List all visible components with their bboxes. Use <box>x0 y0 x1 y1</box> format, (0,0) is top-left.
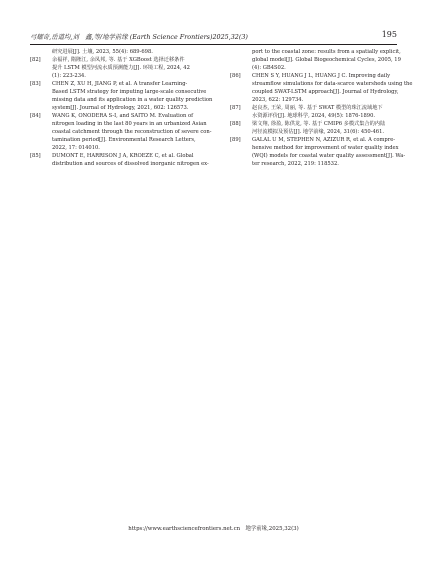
references-right-column <box>230 48 413 168</box>
reference-text-line: 水资源评价[J]. 地球科学, 2024, 49(5): 1876-1890. <box>252 113 376 119</box>
reference-text-line: (4): GB4S02. <box>252 65 286 71</box>
page-number: 195 <box>381 30 397 39</box>
reference-number: [85] <box>30 153 41 159</box>
reference-text-line: CHEN S Y, HUANG J L, HUANG J C. Improving daily <box>252 73 391 79</box>
reference-text-line: 梁文翔, 徐盈, 陈供龙, 等. 基于 CMIP6 多模式集合的内陆 <box>252 121 386 127</box>
reference-text-line: system[J]. Journal of Hydrology, 2021, 602: 126573. <box>52 105 189 111</box>
reference-item <box>30 56 204 80</box>
reference-number: [82] <box>30 57 41 63</box>
reference-item <box>30 152 209 168</box>
reference-text-line: distribution and sources of dissolved inorganic nitrogen ex- <box>52 161 209 167</box>
page-footer: https://www.earthsciencefrontiers.net.cn 地学前缘,2025,32(3) <box>128 526 299 532</box>
reference-text-line: (WQI) models for coastal water quality assessment[J]. Wa- <box>252 153 406 159</box>
reference-item <box>230 72 413 104</box>
reference-text-line: 余福祥, 隋隆江, 余凤邦, 等. 基于 XGBoost 选择迁移条件 <box>52 57 185 63</box>
reference-number: [87] <box>230 105 241 111</box>
reference-text-line: 研究进展[J]. 土壤, 2023, 55(4): 689-698. <box>52 49 153 55</box>
reference-number: [86] <box>230 73 241 79</box>
reference-item <box>30 48 204 56</box>
reference-item <box>230 120 404 136</box>
reference-text-line: CHEN Z, XU H, JIANG P, et al. A transfer Learning- <box>52 81 188 87</box>
reference-text-line: hensive method for improvement of water quality index <box>252 145 399 151</box>
reference-number: [83] <box>30 81 41 87</box>
reference-text-line: WANG K, ONODERA S-I, and SAITO M. Evaluation of <box>52 113 193 119</box>
header-rule <box>30 44 397 45</box>
reference-number: [88] <box>230 121 241 127</box>
reference-text-line: streamflow simulations for data-scarce watersheds using the <box>252 81 413 87</box>
reference-text-line: 2022, 17: 014010. <box>52 145 100 151</box>
references-left-column <box>30 48 213 168</box>
reference-item <box>230 104 404 120</box>
running-header <box>30 30 397 44</box>
reference-text-line: 提升 LSTM 模型河流水质预测能力[J]. 环境工程, 2024, 42 <box>52 65 190 71</box>
reference-text-line: 2023, 622: 129734. <box>252 97 304 103</box>
reference-text-line: coastal catchment through the reconstruction of severe con- <box>52 129 212 135</box>
reference-text-line: 河径流模拟及预估[J]. 地学前缘, 2024, 31(6): 450-461. <box>252 129 385 135</box>
reference-text-line: port to the coastal zone: results from a spatially explicit, <box>252 49 401 55</box>
reference-text-line: GALAL U M, STEPHEN N, AZIZUR R, et al. A compre- <box>252 137 396 143</box>
reference-text-line: tamination period[J]. Environmental Research Letters, <box>52 137 196 143</box>
reference-number: [84] <box>30 113 41 119</box>
reference-item <box>230 136 404 168</box>
reference-text-line: global model[J]. Global Biogeochemical Cycles, 2005, 19 <box>252 57 401 63</box>
reference-text-line: 赵良杰, 王荣, 周丽, 等. 基于 SWAT 模型的珠江流域地下 <box>252 105 383 111</box>
reference-text-line: nitrogen loading in the last 80 years in an urbanized Asian <box>52 121 207 127</box>
running-title: 弓耀奇,岳道均,刘 鑫,等/地学前缘 (Earth Science Frontiers)2025,32(3) <box>30 33 248 41</box>
reference-text-line: ter research, 2022, 219: 118532. <box>252 161 339 167</box>
reference-text-line: Based LSTM strategy for imputing large-scale consecutive <box>52 89 207 95</box>
reference-text-line: coupled SWAT-LSTM approach[J]. Journal of Hydrology, <box>252 89 399 95</box>
reference-item <box>230 48 404 72</box>
reference-text-line: DUMONT E, HARRISON J A, KROEZE C, et al. Global <box>52 153 194 159</box>
reference-item <box>30 112 212 152</box>
reference-text-line: (1): 223-234. <box>52 73 86 79</box>
reference-text-line: missing data and its application in a water quality prediction <box>52 97 213 103</box>
reference-item <box>30 80 213 112</box>
reference-number: [89] <box>230 137 241 143</box>
